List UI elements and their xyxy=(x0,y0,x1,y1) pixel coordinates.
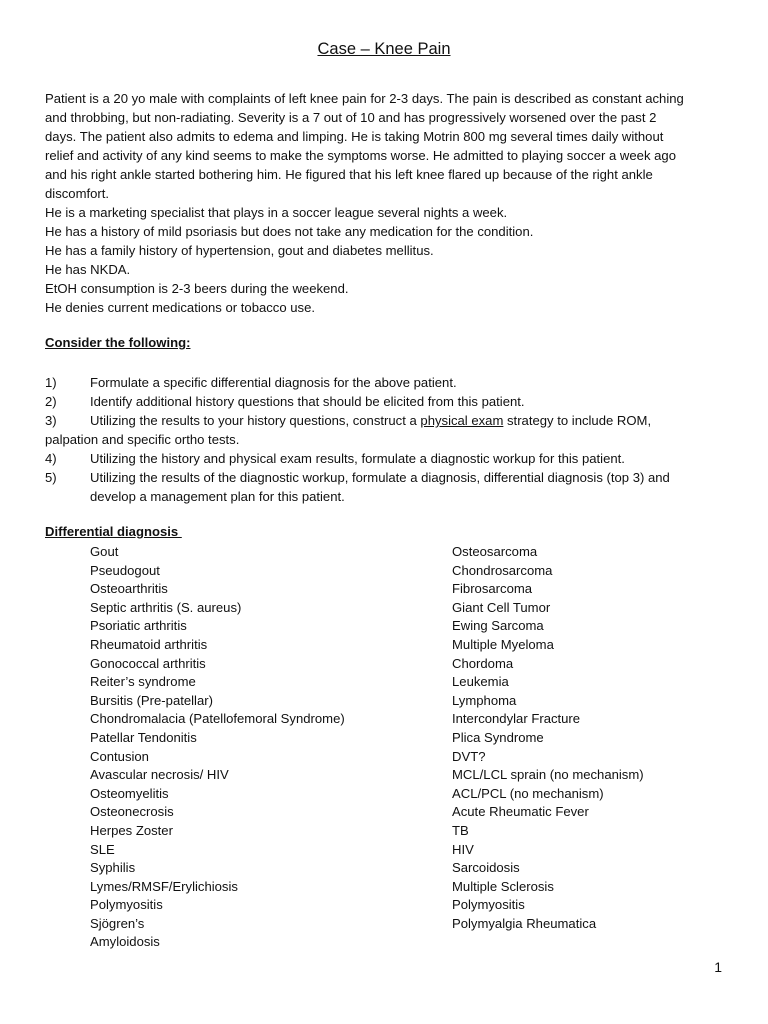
consider-heading: Consider the following: xyxy=(45,335,191,350)
paragraph-line: days. The patient also admits to edema and limping. He is taking Motrin 800 mg several times daily without xyxy=(45,129,664,144)
step-text-after: strategy to include ROM, xyxy=(503,413,652,428)
diagnosis-item: SLE xyxy=(90,841,115,857)
paragraph-line: He has NKDA. xyxy=(45,262,131,277)
step-continuation: develop a management plan for this patient. xyxy=(90,489,345,504)
diagnosis-item: Avascular necrosis/ HIV xyxy=(90,767,229,783)
diagnosis-item: Herpes Zoster xyxy=(90,822,173,838)
steps-list xyxy=(45,373,745,506)
step-number: 4) xyxy=(45,451,57,466)
paragraph-line: He is a marketing specialist that plays in a soccer league several nights a week. xyxy=(45,205,508,220)
step-text: Identify additional history questions that should be elicited from this patient. xyxy=(90,394,525,409)
diagnosis-item: Intercondylar Fracture xyxy=(452,711,581,727)
diagnosis-item: DVT? xyxy=(452,748,486,764)
step-item xyxy=(45,411,745,449)
diagnosis-item: Leukemia xyxy=(452,674,509,690)
paragraph-line: He has a family history of hypertension, gout and diabetes mellitus. xyxy=(45,243,434,258)
step-item xyxy=(45,373,745,392)
diagnosis-item: Lymphoma xyxy=(452,692,517,708)
diagnosis-item: Amyloidosis xyxy=(90,934,160,950)
paragraph-line: EtOH consumption is 2-3 beers during the weekend. xyxy=(45,281,349,296)
step-number: 3) xyxy=(45,413,57,428)
diagnosis-item: Acute Rheumatic Fever xyxy=(452,804,589,820)
diagnosis-item: Osteosarcoma xyxy=(452,544,538,559)
paragraph-line: Patient is a 20 yo male with complaints of left knee pain for 2-3 days. The pain is described as constant aching xyxy=(45,91,684,106)
step-text xyxy=(45,411,745,430)
paragraph-line: and his right ankle started bothering him. He figured that his left knee flared up because of the right ankle xyxy=(45,167,653,182)
step-number: 2) xyxy=(45,394,57,409)
differential-right-column xyxy=(452,543,644,933)
diagnosis-item: Osteomyelitis xyxy=(90,785,169,801)
differential-left-column xyxy=(90,543,345,952)
diagnosis-item: Patellar Tendonitis xyxy=(90,729,197,745)
diagnosis-item: MCL/LCL sprain (no mechanism) xyxy=(452,767,644,783)
diagnosis-item: TB xyxy=(452,822,469,838)
diagnosis-item: Chondrosarcoma xyxy=(452,562,553,578)
diagnosis-item: Psoriatic arthritis xyxy=(90,618,187,634)
diagnosis-item: Chordoma xyxy=(452,655,514,671)
diagnosis-item: Bursitis (Pre-patellar) xyxy=(90,692,213,708)
diagnosis-item: Reiter’s syndrome xyxy=(90,674,196,690)
step-text: Utilizing the results of the diagnostic workup, formulate a diagnosis, differential diagnosis (top 3) and xyxy=(90,470,670,485)
step-item xyxy=(45,468,745,506)
diagnosis-item: Polymyositis xyxy=(90,897,163,913)
diagnosis-item: Contusion xyxy=(90,748,149,764)
differential-heading: Differential diagnosis xyxy=(45,524,182,539)
step-text: Utilizing the history and physical exam results, formulate a diagnostic workup for this patient. xyxy=(90,451,625,466)
diagnosis-item: Polymyalgia Rheumatica xyxy=(452,915,597,931)
diagnosis-item: Sjögren’s xyxy=(90,915,145,931)
diagnosis-item: Giant Cell Tumor xyxy=(452,599,551,615)
step-text-before: Utilizing the results to your history questions, construct a xyxy=(90,413,421,428)
diagnosis-item: Septic arthritis (S. aureus) xyxy=(90,599,242,615)
paragraph-line: He denies current medications or tobacco use. xyxy=(45,300,316,315)
diagnosis-item: HIV xyxy=(452,841,474,857)
paragraph-line: discomfort. xyxy=(45,186,110,201)
diagnosis-item: ACL/PCL (no mechanism) xyxy=(452,785,604,801)
step-item xyxy=(45,392,745,411)
step-number: 1) xyxy=(45,375,57,390)
diagnosis-item: Gonococcal arthritis xyxy=(90,655,206,671)
diagnosis-item: Sarcoidosis xyxy=(452,860,520,876)
case-paragraph xyxy=(45,89,735,317)
paragraph-line: and throbbing, but non-radiating. Severity is a 7 out of 10 and has progressively worsened over the past 2 xyxy=(45,110,657,125)
diagnosis-item: Syphilis xyxy=(90,860,136,876)
step-text: Formulate a specific differential diagnosis for the above patient. xyxy=(90,375,457,390)
physical-exam-link-text: physical exam xyxy=(420,413,504,428)
diagnosis-item: Plica Syndrome xyxy=(452,729,544,745)
paragraph-line: He has a history of mild psoriasis but does not take any medication for the condition. xyxy=(45,224,534,239)
step-item xyxy=(45,449,745,468)
diagnosis-item: Rheumatoid arthritis xyxy=(90,636,208,652)
step-continuation: palpation and specific ortho tests. xyxy=(45,432,240,447)
diagnosis-item: Osteoarthritis xyxy=(90,581,168,597)
diagnosis-item: Chondromalacia (Patellofemoral Syndrome) xyxy=(90,711,345,727)
page-title: Case – Knee Pain xyxy=(317,40,451,58)
diagnosis-item: Multiple Myeloma xyxy=(452,636,554,652)
diagnosis-item: Fibrosarcoma xyxy=(452,581,533,597)
diagnosis-item: Polymyositis xyxy=(452,897,525,913)
page-number: 1 xyxy=(714,959,722,975)
diagnosis-item: Gout xyxy=(90,544,119,559)
diagnosis-item: Ewing Sarcoma xyxy=(452,618,544,634)
diagnosis-item: Multiple Sclerosis xyxy=(452,878,554,894)
step-number: 5) xyxy=(45,470,57,485)
diagnosis-item: Pseudogout xyxy=(90,562,160,578)
paragraph-line: relief and activity of any kind seems to make the symptoms worse. He admitted to playing soccer a week ago xyxy=(45,148,676,163)
diagnosis-item: Osteonecrosis xyxy=(90,804,174,820)
diagnosis-item: Lymes/RMSF/Erylichiosis xyxy=(90,878,238,894)
